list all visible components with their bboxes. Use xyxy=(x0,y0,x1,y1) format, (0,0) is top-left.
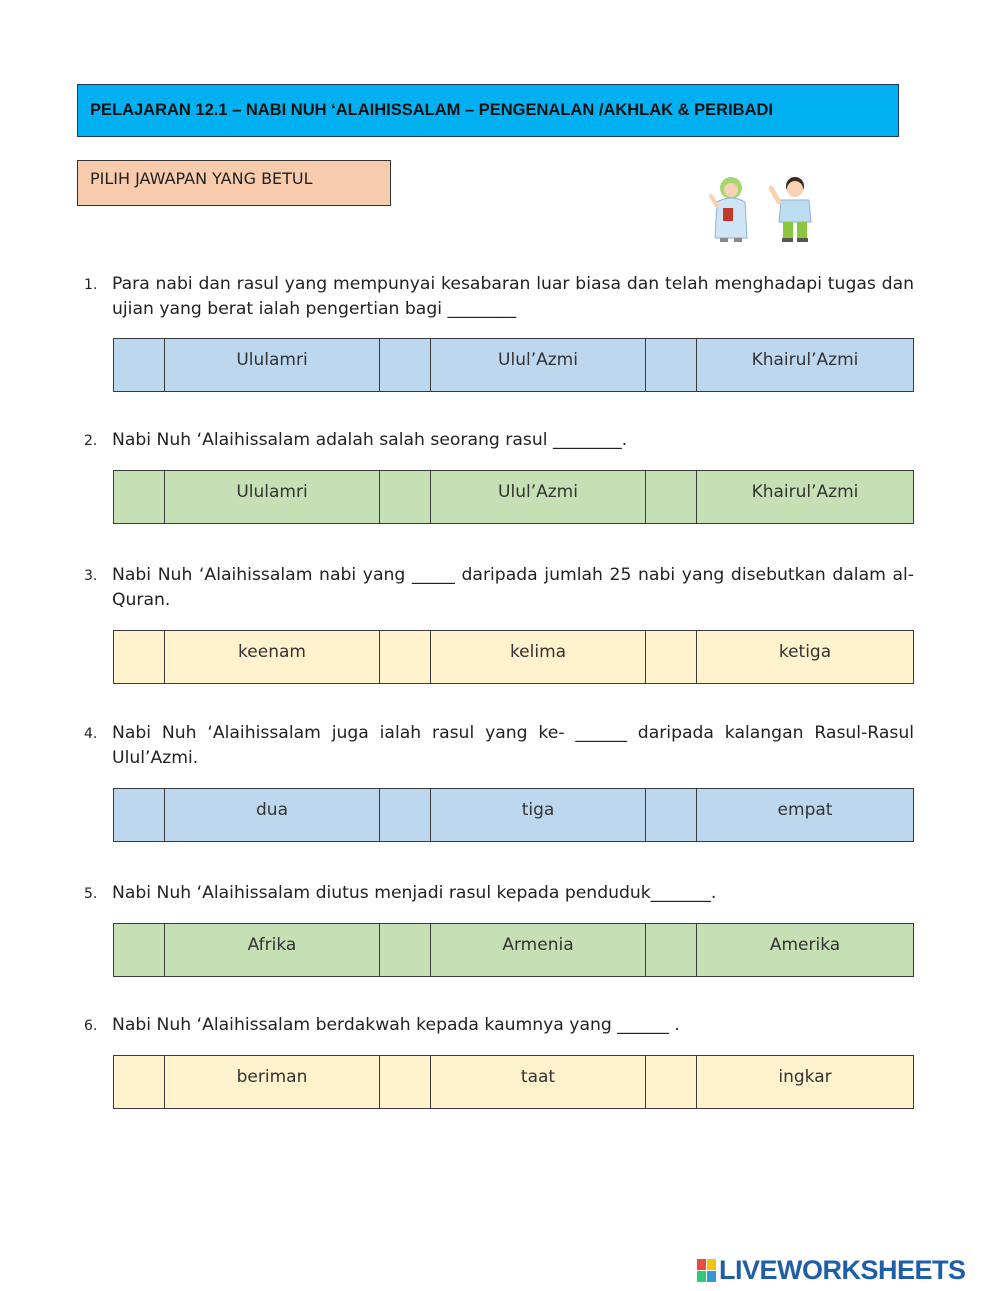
options-row-2 xyxy=(113,470,914,524)
answer-checkbox[interactable] xyxy=(380,471,431,523)
question-3 xyxy=(84,563,914,613)
children-illustration-icon xyxy=(695,172,830,244)
options-row-4 xyxy=(113,788,914,842)
answer-checkbox[interactable] xyxy=(646,1056,697,1108)
answer-checkbox[interactable] xyxy=(114,631,165,683)
answer-option: dua xyxy=(165,789,380,841)
answer-option: Amerika xyxy=(769,935,841,955)
answer-option: beriman xyxy=(165,1056,380,1108)
question-5 xyxy=(84,881,914,907)
answer-option: Ululamri xyxy=(165,339,380,391)
question-number: 1. xyxy=(84,277,98,293)
options-row-1 xyxy=(113,338,914,392)
question-number: 3. xyxy=(84,568,98,584)
question-text: Nabi Nuh ‘Alaihissalam berdakwah kepada kaumnya yang ______ . xyxy=(112,1015,680,1035)
question-number: 5. xyxy=(84,886,98,902)
options-row-5 xyxy=(113,923,914,977)
question-4 xyxy=(84,721,914,771)
answer-checkbox[interactable] xyxy=(646,789,697,841)
question-number: 2. xyxy=(84,433,98,449)
answer-checkbox[interactable] xyxy=(114,471,165,523)
answer-option: Ululamri xyxy=(165,471,380,523)
question-text: Nabi Nuh ‘Alaihissalam juga ialah rasul yang ke- ______ daripada kalangan Rasul-Rasul Ulul’Azmi. xyxy=(112,723,914,768)
answer-checkbox[interactable] xyxy=(646,631,697,683)
answer-option: Ulul’Azmi xyxy=(431,339,646,391)
question-number: 6. xyxy=(84,1018,98,1034)
question-2 xyxy=(84,428,914,454)
question-text: Nabi Nuh ‘Alaihissalam diutus menjadi rasul kepada penduduk_______. xyxy=(112,883,717,903)
liveworksheets-logo xyxy=(697,1255,966,1285)
answer-checkbox[interactable] xyxy=(646,339,697,391)
answer-option: tiga xyxy=(431,789,646,841)
answer-checkbox[interactable] xyxy=(646,471,697,523)
answer-checkbox[interactable] xyxy=(114,924,165,976)
answer-checkbox[interactable] xyxy=(380,924,431,976)
answer-checkbox[interactable] xyxy=(646,924,697,976)
answer-option: Khairul’Azmi xyxy=(751,350,859,370)
answer-checkbox[interactable] xyxy=(380,1056,431,1108)
answer-option: kelima xyxy=(431,631,646,683)
answer-checkbox[interactable] xyxy=(380,631,431,683)
answer-option: taat xyxy=(431,1056,646,1108)
answer-checkbox[interactable] xyxy=(380,789,431,841)
answer-option: Ulul’Azmi xyxy=(431,471,646,523)
answer-checkbox[interactable] xyxy=(114,1056,165,1108)
answer-option: ingkar xyxy=(778,1067,832,1087)
answer-checkbox[interactable] xyxy=(114,339,165,391)
answer-checkbox[interactable] xyxy=(380,339,431,391)
question-number: 4. xyxy=(84,726,98,742)
options-row-6 xyxy=(113,1055,914,1109)
liveworksheets-logo-icon xyxy=(697,1259,716,1282)
question-1 xyxy=(84,272,914,322)
answer-option: Afrika xyxy=(165,924,380,976)
question-text: Nabi Nuh ‘Alaihissalam adalah salah seorang rasul ________. xyxy=(112,430,628,450)
question-text: Nabi Nuh ‘Alaihissalam nabi yang _____ daripada jumlah 25 nabi yang disebutkan dalam al-Quran. xyxy=(112,565,914,610)
answer-option: Armenia xyxy=(431,924,646,976)
answer-option: ketiga xyxy=(778,642,832,662)
instruction-label: PILIH JAWAPAN YANG BETUL xyxy=(77,160,391,206)
answer-checkbox[interactable] xyxy=(114,789,165,841)
answer-option: keenam xyxy=(165,631,380,683)
answer-option: empat xyxy=(777,800,833,820)
answer-option: Khairul’Azmi xyxy=(751,482,859,502)
logo-text: LIVEWORKSHEETS xyxy=(719,1254,966,1285)
page-title: PELAJARAN 12.1 – NABI NUH ‘ALAIHISSALAM – PENGENALAN /AKHLAK & PERIBADI xyxy=(77,84,899,137)
options-row-3 xyxy=(113,630,914,684)
question-text: Para nabi dan rasul yang mempunyai kesabaran luar biasa dan telah menghadapi tugas dan ujian yang berat ialah pengertian bagi ________ xyxy=(112,274,914,319)
question-6 xyxy=(84,1013,914,1039)
